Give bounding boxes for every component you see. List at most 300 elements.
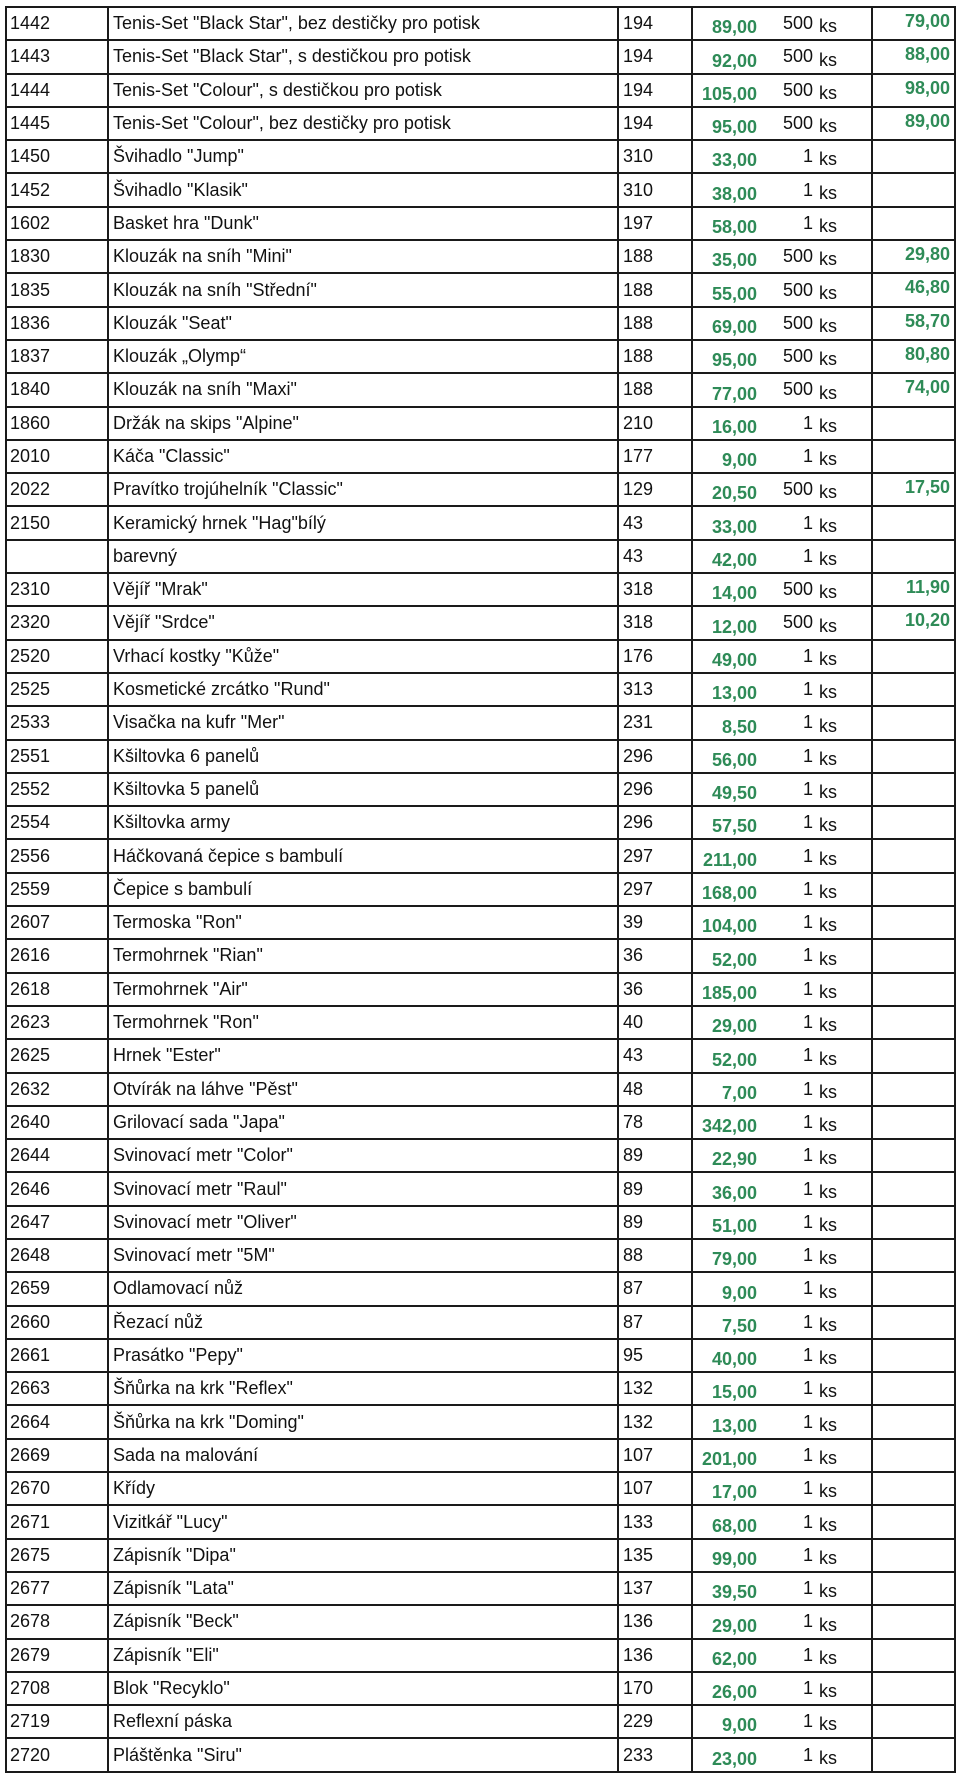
product-name-cell: Švihadlo "Klasik" — [108, 173, 618, 206]
bulk-price-cell — [872, 140, 955, 173]
unit-price-cell: 49,00 — [692, 640, 761, 673]
quantity-cell: 1 — [761, 1172, 816, 1205]
bulk-price-cell: 46,80 — [872, 273, 955, 306]
table-row — [6, 673, 955, 706]
table-row — [6, 1672, 955, 1705]
unit-price-cell: 342,00 — [692, 1106, 761, 1139]
bulk-price-cell — [872, 706, 955, 739]
quantity-cell: 1 — [761, 640, 816, 673]
product-code-cell: 1835 — [6, 273, 108, 306]
unit-label-cell: ks — [816, 973, 872, 1006]
catalog-page-cell: 136 — [618, 1639, 692, 1672]
catalog-page-cell: 43 — [618, 506, 692, 539]
product-name-cell: Tenis-Set "Black Star", s destičkou pro potisk — [108, 40, 618, 73]
product-name-cell: Otvírák na láhve "Pěst" — [108, 1073, 618, 1106]
product-name-cell: Grilovací sada "Japa" — [108, 1106, 618, 1139]
product-code-cell: 2607 — [6, 906, 108, 939]
price-list-table — [5, 6, 956, 1773]
product-name-cell: Reflexní páska — [108, 1705, 618, 1738]
unit-price-cell: 7,00 — [692, 1073, 761, 1106]
catalog-page-cell: 297 — [618, 873, 692, 906]
catalog-page-cell: 296 — [618, 773, 692, 806]
table-row — [6, 973, 955, 1006]
unit-label-cell: ks — [816, 640, 872, 673]
catalog-page-cell: 188 — [618, 307, 692, 340]
table-row — [6, 1405, 955, 1438]
product-name-cell: Tenis-Set "Colour", bez destičky pro potisk — [108, 107, 618, 140]
catalog-page-cell: 318 — [618, 573, 692, 606]
quantity-cell: 1 — [761, 1405, 816, 1438]
product-name-cell: Sada na malování — [108, 1439, 618, 1472]
catalog-page-cell: 233 — [618, 1738, 692, 1771]
unit-price-cell: 89,00 — [692, 7, 761, 40]
bulk-price-cell: 10,20 — [872, 606, 955, 639]
product-code-cell: 2533 — [6, 706, 108, 739]
product-name-cell: Klouzák "Seat" — [108, 307, 618, 340]
product-code-cell: 1836 — [6, 307, 108, 340]
product-name-cell: Šňůrka na krk "Reflex" — [108, 1372, 618, 1405]
unit-label-cell: ks — [816, 1439, 872, 1472]
table-row — [6, 1505, 955, 1538]
unit-price-cell: 13,00 — [692, 1405, 761, 1438]
quantity-cell: 1 — [761, 673, 816, 706]
unit-label-cell: ks — [816, 407, 872, 440]
product-code-cell: 2679 — [6, 1639, 108, 1672]
table-row — [6, 506, 955, 539]
unit-price-cell: 23,00 — [692, 1738, 761, 1771]
catalog-page-cell: 132 — [618, 1405, 692, 1438]
unit-label-cell: ks — [816, 1306, 872, 1339]
bulk-price-cell — [872, 1572, 955, 1605]
product-name-cell: Svinovací metr "5M" — [108, 1239, 618, 1272]
bulk-price-cell — [872, 640, 955, 673]
catalog-page-cell: 36 — [618, 939, 692, 972]
product-code-cell: 2559 — [6, 873, 108, 906]
table-row — [6, 207, 955, 240]
bulk-price-cell — [872, 1239, 955, 1272]
product-code-cell: 2647 — [6, 1206, 108, 1239]
unit-label-cell: ks — [816, 706, 872, 739]
unit-label-cell: ks — [816, 1605, 872, 1638]
product-code-cell: 2632 — [6, 1073, 108, 1106]
product-name-cell: Klouzák na sníh "Mini" — [108, 240, 618, 273]
product-code-cell: 2640 — [6, 1106, 108, 1139]
table-row — [6, 1239, 955, 1272]
product-name-cell: Křídy — [108, 1472, 618, 1505]
product-code-cell: 2525 — [6, 673, 108, 706]
product-name-cell: Termohrnek "Rian" — [108, 939, 618, 972]
product-name-cell: barevný — [108, 540, 618, 573]
product-code-cell: 2618 — [6, 973, 108, 1006]
product-code-cell: 2663 — [6, 1372, 108, 1405]
quantity-cell: 1 — [761, 207, 816, 240]
table-row — [6, 1539, 955, 1572]
product-code-cell: 2678 — [6, 1605, 108, 1638]
table-row — [6, 7, 955, 40]
product-name-cell: Svinovací metr "Color" — [108, 1139, 618, 1172]
bulk-price-cell — [872, 1738, 955, 1771]
unit-price-cell: 40,00 — [692, 1339, 761, 1372]
catalog-page-cell: 297 — [618, 839, 692, 872]
catalog-page-cell: 48 — [618, 1073, 692, 1106]
bulk-price-cell — [872, 1006, 955, 1039]
catalog-page-cell: 313 — [618, 673, 692, 706]
unit-price-cell: 69,00 — [692, 307, 761, 340]
table-row — [6, 173, 955, 206]
quantity-cell: 500 — [761, 107, 816, 140]
table-row — [6, 40, 955, 73]
unit-price-cell: 57,50 — [692, 806, 761, 839]
quantity-cell: 500 — [761, 240, 816, 273]
quantity-cell: 500 — [761, 40, 816, 73]
table-row — [6, 473, 955, 506]
catalog-page-cell: 194 — [618, 74, 692, 107]
unit-label-cell: ks — [816, 207, 872, 240]
unit-label-cell: ks — [816, 540, 872, 573]
product-name-cell: Zápisník "Lata" — [108, 1572, 618, 1605]
quantity-cell: 500 — [761, 473, 816, 506]
unit-label-cell: ks — [816, 1272, 872, 1305]
product-name-cell: Vějíř "Mrak" — [108, 573, 618, 606]
unit-label-cell: ks — [816, 1639, 872, 1672]
product-code-cell: 2556 — [6, 839, 108, 872]
product-name-cell: Kšiltovka 6 panelů — [108, 740, 618, 773]
product-name-cell: Káča "Classic" — [108, 440, 618, 473]
quantity-cell: 1 — [761, 407, 816, 440]
quantity-cell: 1 — [761, 540, 816, 573]
product-code-cell: 2659 — [6, 1272, 108, 1305]
unit-label-cell: ks — [816, 140, 872, 173]
product-code-cell: 2625 — [6, 1039, 108, 1072]
product-code-cell — [6, 540, 108, 573]
product-code-cell: 2677 — [6, 1572, 108, 1605]
unit-label-cell: ks — [816, 1505, 872, 1538]
unit-label-cell: ks — [816, 40, 872, 73]
unit-label-cell: ks — [816, 673, 872, 706]
bulk-price-cell — [872, 1206, 955, 1239]
product-name-cell: Háčkovaná čepice s bambulí — [108, 839, 618, 872]
quantity-cell: 1 — [761, 706, 816, 739]
unit-price-cell: 36,00 — [692, 1172, 761, 1205]
bulk-price-cell — [872, 173, 955, 206]
catalog-page-cell: 310 — [618, 173, 692, 206]
catalog-page-cell: 296 — [618, 806, 692, 839]
unit-label-cell: ks — [816, 1039, 872, 1072]
bulk-price-cell: 29,80 — [872, 240, 955, 273]
product-name-cell: Prasátko "Pepy" — [108, 1339, 618, 1372]
table-row — [6, 1472, 955, 1505]
unit-price-cell: 55,00 — [692, 273, 761, 306]
table-row — [6, 1605, 955, 1638]
unit-price-cell: 15,00 — [692, 1372, 761, 1405]
catalog-page-cell: 36 — [618, 973, 692, 1006]
product-name-cell: Klouzák na sníh "Maxi" — [108, 373, 618, 406]
bulk-price-cell — [872, 440, 955, 473]
product-code-cell: 1445 — [6, 107, 108, 140]
quantity-cell: 1 — [761, 839, 816, 872]
bulk-price-cell: 88,00 — [872, 40, 955, 73]
table-row — [6, 407, 955, 440]
table-row — [6, 140, 955, 173]
product-name-cell: Šňůrka na krk "Doming" — [108, 1405, 618, 1438]
bulk-price-cell — [872, 939, 955, 972]
product-code-cell: 2644 — [6, 1139, 108, 1172]
catalog-page-cell: 296 — [618, 740, 692, 773]
catalog-page-cell: 137 — [618, 1572, 692, 1605]
unit-price-cell: 211,00 — [692, 839, 761, 872]
unit-price-cell: 168,00 — [692, 873, 761, 906]
table-row — [6, 1639, 955, 1672]
unit-label-cell: ks — [816, 939, 872, 972]
unit-price-cell: 29,00 — [692, 1006, 761, 1039]
table-row — [6, 1206, 955, 1239]
unit-price-cell: 35,00 — [692, 240, 761, 273]
bulk-price-cell — [872, 1339, 955, 1372]
table-row — [6, 1439, 955, 1472]
product-code-cell: 2661 — [6, 1339, 108, 1372]
catalog-page-cell: 87 — [618, 1306, 692, 1339]
catalog-page-cell: 89 — [618, 1206, 692, 1239]
bulk-price-cell — [872, 207, 955, 240]
product-name-cell: Vějíř "Srdce" — [108, 606, 618, 639]
quantity-cell: 1 — [761, 1239, 816, 1272]
catalog-page-cell: 136 — [618, 1605, 692, 1638]
unit-label-cell: ks — [816, 107, 872, 140]
table-row — [6, 806, 955, 839]
quantity-cell: 1 — [761, 1738, 816, 1771]
quantity-cell: 1 — [761, 939, 816, 972]
quantity-cell: 1 — [761, 1639, 816, 1672]
product-name-cell: Termoska "Ron" — [108, 906, 618, 939]
product-code-cell: 1602 — [6, 207, 108, 240]
product-name-cell: Kosmetické zrcátko "Rund" — [108, 673, 618, 706]
bulk-price-cell — [872, 1039, 955, 1072]
table-row — [6, 873, 955, 906]
unit-label-cell: ks — [816, 1572, 872, 1605]
table-row — [6, 1372, 955, 1405]
product-name-cell: Klouzák na sníh "Střední" — [108, 273, 618, 306]
quantity-cell: 1 — [761, 1372, 816, 1405]
unit-price-cell: 58,00 — [692, 207, 761, 240]
bulk-price-cell: 80,80 — [872, 340, 955, 373]
bulk-price-cell — [872, 1672, 955, 1705]
unit-price-cell: 9,00 — [692, 440, 761, 473]
product-name-cell: Basket hra "Dunk" — [108, 207, 618, 240]
unit-price-cell: 104,00 — [692, 906, 761, 939]
quantity-cell: 1 — [761, 173, 816, 206]
catalog-page-cell: 170 — [618, 1672, 692, 1705]
unit-label-cell: ks — [816, 473, 872, 506]
product-name-cell: Termohrnek "Ron" — [108, 1006, 618, 1039]
unit-label-cell: ks — [816, 1073, 872, 1106]
unit-label-cell: ks — [816, 440, 872, 473]
product-code-cell: 2671 — [6, 1505, 108, 1538]
table-row — [6, 373, 955, 406]
unit-label-cell: ks — [816, 1372, 872, 1405]
product-code-cell: 2554 — [6, 806, 108, 839]
table-row — [6, 839, 955, 872]
unit-label-cell: ks — [816, 1472, 872, 1505]
product-name-cell: Kšiltovka 5 panelů — [108, 773, 618, 806]
unit-label-cell: ks — [816, 806, 872, 839]
catalog-page-cell: 133 — [618, 1505, 692, 1538]
unit-label-cell: ks — [816, 1539, 872, 1572]
bulk-price-cell — [872, 540, 955, 573]
catalog-page-cell: 43 — [618, 1039, 692, 1072]
table-row — [6, 1306, 955, 1339]
unit-price-cell: 33,00 — [692, 506, 761, 539]
bulk-price-cell — [872, 1106, 955, 1139]
catalog-page-cell: 197 — [618, 207, 692, 240]
product-code-cell: 2664 — [6, 1405, 108, 1438]
catalog-page-cell: 188 — [618, 273, 692, 306]
table-row — [6, 240, 955, 273]
unit-price-cell: 26,00 — [692, 1672, 761, 1705]
product-code-cell: 2648 — [6, 1239, 108, 1272]
product-code-cell: 2669 — [6, 1439, 108, 1472]
catalog-page-cell: 107 — [618, 1439, 692, 1472]
product-code-cell: 2708 — [6, 1672, 108, 1705]
product-code-cell: 2670 — [6, 1472, 108, 1505]
unit-label-cell: ks — [816, 573, 872, 606]
catalog-page-cell: 135 — [618, 1539, 692, 1572]
catalog-page-cell: 107 — [618, 1472, 692, 1505]
unit-label-cell: ks — [816, 773, 872, 806]
product-code-cell: 1442 — [6, 7, 108, 40]
unit-price-cell: 8,50 — [692, 706, 761, 739]
product-code-cell: 2719 — [6, 1705, 108, 1738]
bulk-price-cell — [872, 1172, 955, 1205]
table-row — [6, 1738, 955, 1771]
catalog-page-cell: 132 — [618, 1372, 692, 1405]
quantity-cell: 1 — [761, 1539, 816, 1572]
unit-price-cell: 185,00 — [692, 973, 761, 1006]
quantity-cell: 1 — [761, 806, 816, 839]
quantity-cell: 1 — [761, 1006, 816, 1039]
bulk-price-cell — [872, 839, 955, 872]
unit-price-cell: 68,00 — [692, 1505, 761, 1538]
catalog-page-cell: 318 — [618, 606, 692, 639]
quantity-cell: 1 — [761, 873, 816, 906]
catalog-page-cell: 78 — [618, 1106, 692, 1139]
unit-label-cell: ks — [816, 1239, 872, 1272]
catalog-page-cell: 40 — [618, 1006, 692, 1039]
quantity-cell: 500 — [761, 573, 816, 606]
catalog-page-cell: 188 — [618, 240, 692, 273]
table-row — [6, 1339, 955, 1372]
product-code-cell: 1837 — [6, 340, 108, 373]
product-code-cell: 2022 — [6, 473, 108, 506]
catalog-page-cell: 39 — [618, 906, 692, 939]
unit-label-cell: ks — [816, 373, 872, 406]
product-code-cell: 2720 — [6, 1738, 108, 1771]
bulk-price-cell: 17,50 — [872, 473, 955, 506]
unit-label-cell: ks — [816, 173, 872, 206]
unit-price-cell: 17,00 — [692, 1472, 761, 1505]
catalog-page-cell: 310 — [618, 140, 692, 173]
table-row — [6, 307, 955, 340]
unit-label-cell: ks — [816, 1139, 872, 1172]
quantity-cell: 1 — [761, 1206, 816, 1239]
unit-label-cell: ks — [816, 1106, 872, 1139]
bulk-price-cell — [872, 773, 955, 806]
product-code-cell: 2552 — [6, 773, 108, 806]
unit-label-cell: ks — [816, 1172, 872, 1205]
bulk-price-cell: 58,70 — [872, 307, 955, 340]
unit-price-cell: 95,00 — [692, 340, 761, 373]
unit-label-cell: ks — [816, 839, 872, 872]
bulk-price-cell — [872, 506, 955, 539]
catalog-page-cell: 194 — [618, 7, 692, 40]
table-row — [6, 573, 955, 606]
catalog-page-cell: 129 — [618, 473, 692, 506]
unit-price-cell: 22,90 — [692, 1139, 761, 1172]
table-row — [6, 540, 955, 573]
bulk-price-cell — [872, 1306, 955, 1339]
price-list-body — [6, 7, 955, 1772]
quantity-cell: 1 — [761, 1073, 816, 1106]
quantity-cell: 1 — [761, 1139, 816, 1172]
bulk-price-cell — [872, 1639, 955, 1672]
table-row — [6, 606, 955, 639]
quantity-cell: 1 — [761, 1272, 816, 1305]
bulk-price-cell: 79,00 — [872, 7, 955, 40]
unit-price-cell: 33,00 — [692, 140, 761, 173]
unit-price-cell: 13,00 — [692, 673, 761, 706]
bulk-price-cell — [872, 740, 955, 773]
unit-price-cell: 62,00 — [692, 1639, 761, 1672]
unit-label-cell: ks — [816, 1006, 872, 1039]
table-row — [6, 74, 955, 107]
quantity-cell: 1 — [761, 1106, 816, 1139]
unit-label-cell: ks — [816, 7, 872, 40]
unit-price-cell: 52,00 — [692, 1039, 761, 1072]
product-code-cell: 2660 — [6, 1306, 108, 1339]
product-code-cell: 2150 — [6, 506, 108, 539]
catalog-page-cell: 188 — [618, 373, 692, 406]
bulk-price-cell — [872, 1372, 955, 1405]
product-name-cell: Vizitkář "Lucy" — [108, 1505, 618, 1538]
table-row — [6, 706, 955, 739]
bulk-price-cell — [872, 1539, 955, 1572]
unit-price-cell: 16,00 — [692, 407, 761, 440]
unit-label-cell: ks — [816, 906, 872, 939]
quantity-cell: 1 — [761, 906, 816, 939]
quantity-cell: 1 — [761, 1439, 816, 1472]
table-row — [6, 640, 955, 673]
product-name-cell: Řezací nůž — [108, 1306, 618, 1339]
catalog-page-cell: 88 — [618, 1239, 692, 1272]
product-code-cell: 2551 — [6, 740, 108, 773]
unit-price-cell: 9,00 — [692, 1705, 761, 1738]
table-row — [6, 340, 955, 373]
product-name-cell: Vrhací kostky "Kůže" — [108, 640, 618, 673]
catalog-page-cell: 210 — [618, 407, 692, 440]
catalog-page-cell: 194 — [618, 107, 692, 140]
unit-price-cell: 77,00 — [692, 373, 761, 406]
unit-price-cell: 9,00 — [692, 1272, 761, 1305]
table-row — [6, 1106, 955, 1139]
table-row — [6, 773, 955, 806]
product-name-cell: Svinovací metr "Raul" — [108, 1172, 618, 1205]
quantity-cell: 1 — [761, 1472, 816, 1505]
catalog-page-cell: 194 — [618, 40, 692, 73]
product-name-cell: Zápisník "Dipa" — [108, 1539, 618, 1572]
quantity-cell: 500 — [761, 606, 816, 639]
unit-price-cell: 39,50 — [692, 1572, 761, 1605]
quantity-cell: 500 — [761, 74, 816, 107]
product-name-cell: Pláštěnka "Siru" — [108, 1738, 618, 1771]
